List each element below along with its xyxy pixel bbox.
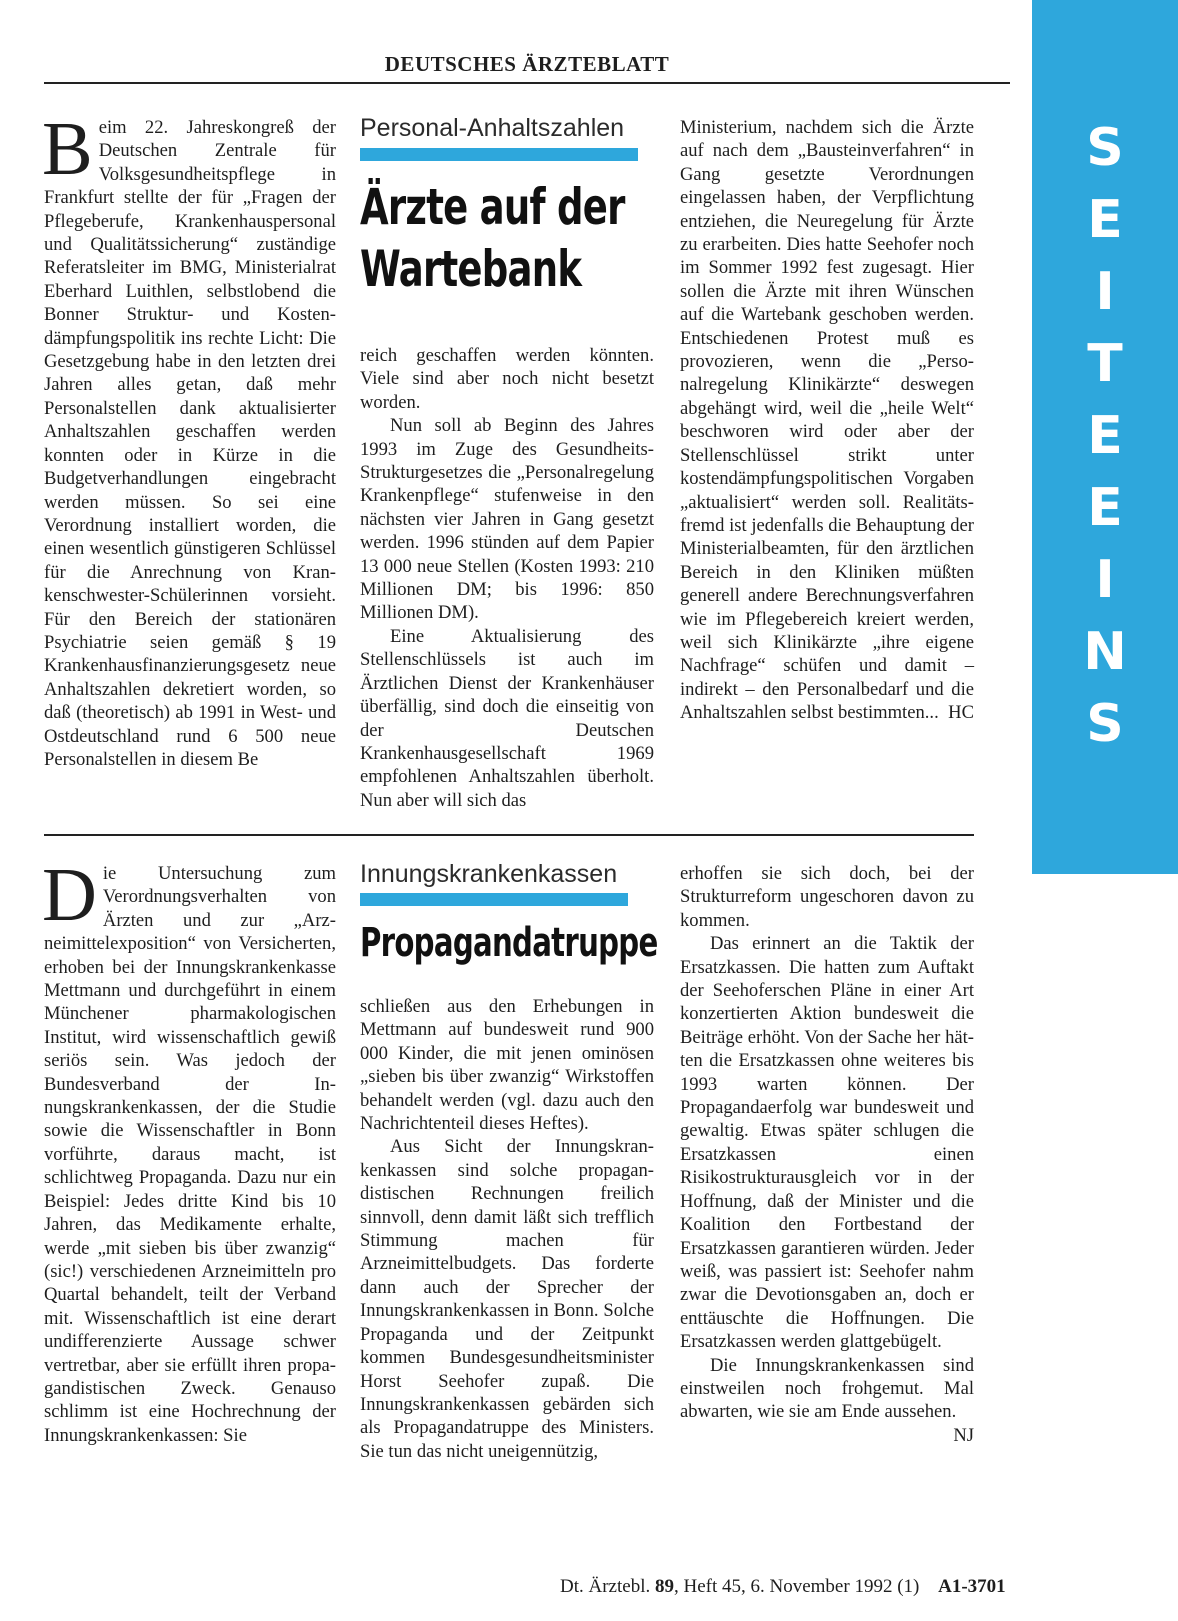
article1-col2-paragraph: Nun soll ab Beginn des Jahres 1993 im Zuge des Gesundheits-Strukturgesetzes die „Personalregelung Krankenpflege“ stufenweise in den nächsten vier Jahren in Gang gesetzt werden. 1996 stünden auf dem Papier 13 000 neue Stellen (Kosten 1993: 210 Millionen DM; bis 1996: 850 Millionen DM).: [360, 415, 654, 624]
sidebar-letter: I: [1095, 550, 1115, 610]
footer-page-number: A1-3701: [938, 1576, 1006, 1597]
sidebar-letter: N: [1083, 622, 1127, 682]
article2-accent-bar: [360, 893, 628, 906]
sidebar-letter: I: [1095, 262, 1115, 322]
article1-col2-paragraph: reich geschaffen werden könnten. Viele sind aber noch nicht besetzt worden.: [360, 345, 654, 413]
article1-column-1: [42, 107, 336, 771]
footer-issue: , Heft 45, 6. November 1992 (1): [673, 1576, 920, 1597]
sidebar-letter: E: [1087, 478, 1123, 538]
article2-column-2: [360, 995, 654, 1463]
article1-headline-line-1: Ärzte auf der: [360, 178, 625, 236]
sidebar-letter: E: [1087, 190, 1123, 250]
article2-kicker: Innungskrankenkassen: [360, 860, 618, 888]
article2-col2-paragraph: schließen aus den Erhebungen in Mettmann auf bundesweit rund 900 000 Kinder, die mit jenen ominösen „sieben bis über zwanzig“ Wirkstoffen behandelt werden (vgl. dazu auch den Nachrichtenteil dieses Heftes).: [360, 996, 654, 1135]
article2-col3-paragraph: Die Innungskrankenkassen sind einstweilen noch frohgemut. Mal abwarten, wie sie am Ende aussehen.: [680, 1354, 974, 1423]
article1-column-2: [360, 344, 654, 812]
article1-col3-text: Ministerium, nachdem sich die Ärzte auf nach dem „Bausteinverfahren“ in Gang gesetzte Verordnungen eingelassen haben, der Verpflichtung entziehen, die Neuregelung für Ärzte zu erarbeiten. Dies hatte Seehofer noch im Sommer 1992 fest zugesagt. Hier sollen die Ärzte mit ihren Wünschen auf die Wartebank geschoben werden. Entschiedenen Protest muß es provozieren, wenn die „Personalregelung Klinikärzte“ deswegen abgehängt wird, weil die „heile Welt“ beschworen wird oder aber der Stellenschlüssel strikt unter kostendämpfungspolitischen Vorgaben „aktualisiert“ werden soll. Realitätsfremd ist jedenfalls die Behauptung der Ministerialbeamten, für den ärztlichen Bereich in den Kliniken müßten generell andere Berechnungsverfahren wie im Pflegebereich kreiert werden, weil sich Klinikärzte „ihre eigene Nachfrage“ schüfen und damit – indirekt – den Personalbedarf und die Anhaltszahlen selbst bestimmten...: [680, 117, 974, 724]
page-footer: [560, 1576, 1006, 1598]
article1-accent-bar: [360, 148, 638, 161]
footer-volume: 89: [654, 1576, 674, 1597]
article1-signature: HC: [948, 702, 974, 724]
sidebar-letter: E: [1087, 406, 1123, 466]
article2-headline: Propagandatruppe: [360, 920, 658, 966]
article2-column-3: [680, 862, 974, 1447]
article2-signature: NJ: [953, 1424, 974, 1446]
article1-dropcap: B: [42, 107, 93, 191]
footer-journal: Dt. Ärztebl.: [560, 1576, 651, 1597]
sidebar-seite-eins: [1032, 0, 1178, 874]
sidebar-letter: T: [1087, 334, 1123, 394]
sidebar-letter: S: [1086, 118, 1124, 178]
article1-column-3: [680, 116, 974, 725]
article2-col2-paragraph: Aus Sicht der Innungskrankenkassen sind solche propagandistischen Rechnungen freilich sinnvoll, denn damit läßt sich trefflich Stimmung machen für Arzneimittelbudgets. Das forderte dann auch der Sprecher der Innungskrankenkassen in Bonn. Solche Propaganda und der Zeitpunkt kommen Bundesgesundheitsminister Horst Seehofer zupaß. Die Innungskrankenkassen gebärden sich als Propagandatruppe des Ministers. Sie tun das nicht uneigennützig,: [360, 1136, 654, 1462]
section-divider: [44, 834, 974, 836]
sidebar-letter: S: [1086, 694, 1124, 754]
article2-col3-paragraph: erhoffen sie sich doch, bei der Strukturreform ungeschoren davon zu kommen.: [680, 863, 974, 931]
article1-col1-text: eim 22. Jahreskongreß der Deutschen Zentrale für Volksgesundheitspflege in Frankfurt stellte der für „Fragen der Pflegeberufe, Krankenhauspersonal und Qualitätssicherung“ zuständige Referatsleiter im BMG, Ministerialrat Eberhard Luithlen, selbstlobend die Bonner Struktur- und Kostendämpfungspolitik ins rechte Licht: Die Gesetzgebung habe in den letzten drei Jahren alles getan, daß mehr Personalstellen dank aktualisierter Anhaltszahlen geschaffen werden konnten oder in Kürze in die Budgetverhandlungen eingebracht werden müssen. So sei eine Verordnung installiert worden, die einen wesentlich günstigeren Schlüssel für die Anrechnung von Krankenschwester-Schülerinnen vorsieht. Für den Bereich der stationären Psychiatrie seien gemäß § 19 Krankenhausfinanzierungsgesetz neue Anhaltszahlen dekretiert worden, so daß (theoretisch) ab 1991 in West- und Ostdeutschland rund 6 500 neue Personalstellen in diesem Be: [44, 117, 336, 770]
article2-column-1: [42, 853, 336, 1447]
article1-headline-line-2: Wartebank: [360, 240, 582, 298]
article2-dropcap: D: [42, 853, 97, 937]
masthead: DEUTSCHES ÄRZTEBLATT: [44, 52, 1010, 84]
article2-col3-paragraph: Das erinnert an die Taktik der Ersatzkassen. Die hatten zum Auftakt der Seehoferschen Pläne in einer Art konzertierten Aktion bundesweit die Beiträge erhöht. Von der Sache her hätten die Ersatzkassen ohne weiteres bis 1993 warten können. Der Propagandaerfolg war bundesweit und gewaltig. Etwas später schlugen die Ersatzkassen einen Risikostrukturausgleich vor in der Hoffnung, daß der Minister und die Koalition den Fortbestand der Ersatzkassen garantieren würden. Jeder weiß, was passiert ist: Seehofer nahm zwar die Devotionsgaben an, doch er enttäuschte die Hoffnungen. Die Ersatzkassen werden glattgebügelt.: [680, 933, 974, 1353]
article1-col2-paragraph: Eine Aktualisierung des Stellenschlüssels ist auch im Ärztlichen Dienst der Krankenhäuser überfällig, sind doch die einseitig von der Deutschen Krankenhausgesellschaft 1969 empfohlenen Anhaltszahlen überholt. Nun aber will sich das: [360, 625, 654, 811]
article1-kicker: Personal-Anhaltszahlen: [360, 114, 625, 142]
article2-col1-text: ie Untersuchung zum Verordnungsverhalten von Ärzten und zur „Arzneimittelexposition“ von Versicherten, erhoben bei der Innungskrankenkasse Mettmann und durchgeführt in einem Münchener pharmakologischen Institut, wird wissenschaftlich gewiß seriös sein. Was jedoch der Bundesverband der Innungskrankenkassen, der die Studie sowie die Wissenschaftler in Bonn vorführte, daraus macht, ist schlichtweg Propaganda. Dazu nur ein Beispiel: Jedes dritte Kind bis 10 Jahren, das Medikamente erhalte, werde „mit sieben bis über zwanzig“ (sic!) verschiedenen Arzneimitteln pro Quartal behandelt, teilt der Verband mit. Wissenschaftlich ist eine derart undifferenzierte Aussage schwer vertretbar, aber sie erfüllt ihren propagandistischen Zweck. Genauso schlimm ist eine Hochrechnung der Innungskrankenkassen: Sie: [44, 863, 336, 1446]
